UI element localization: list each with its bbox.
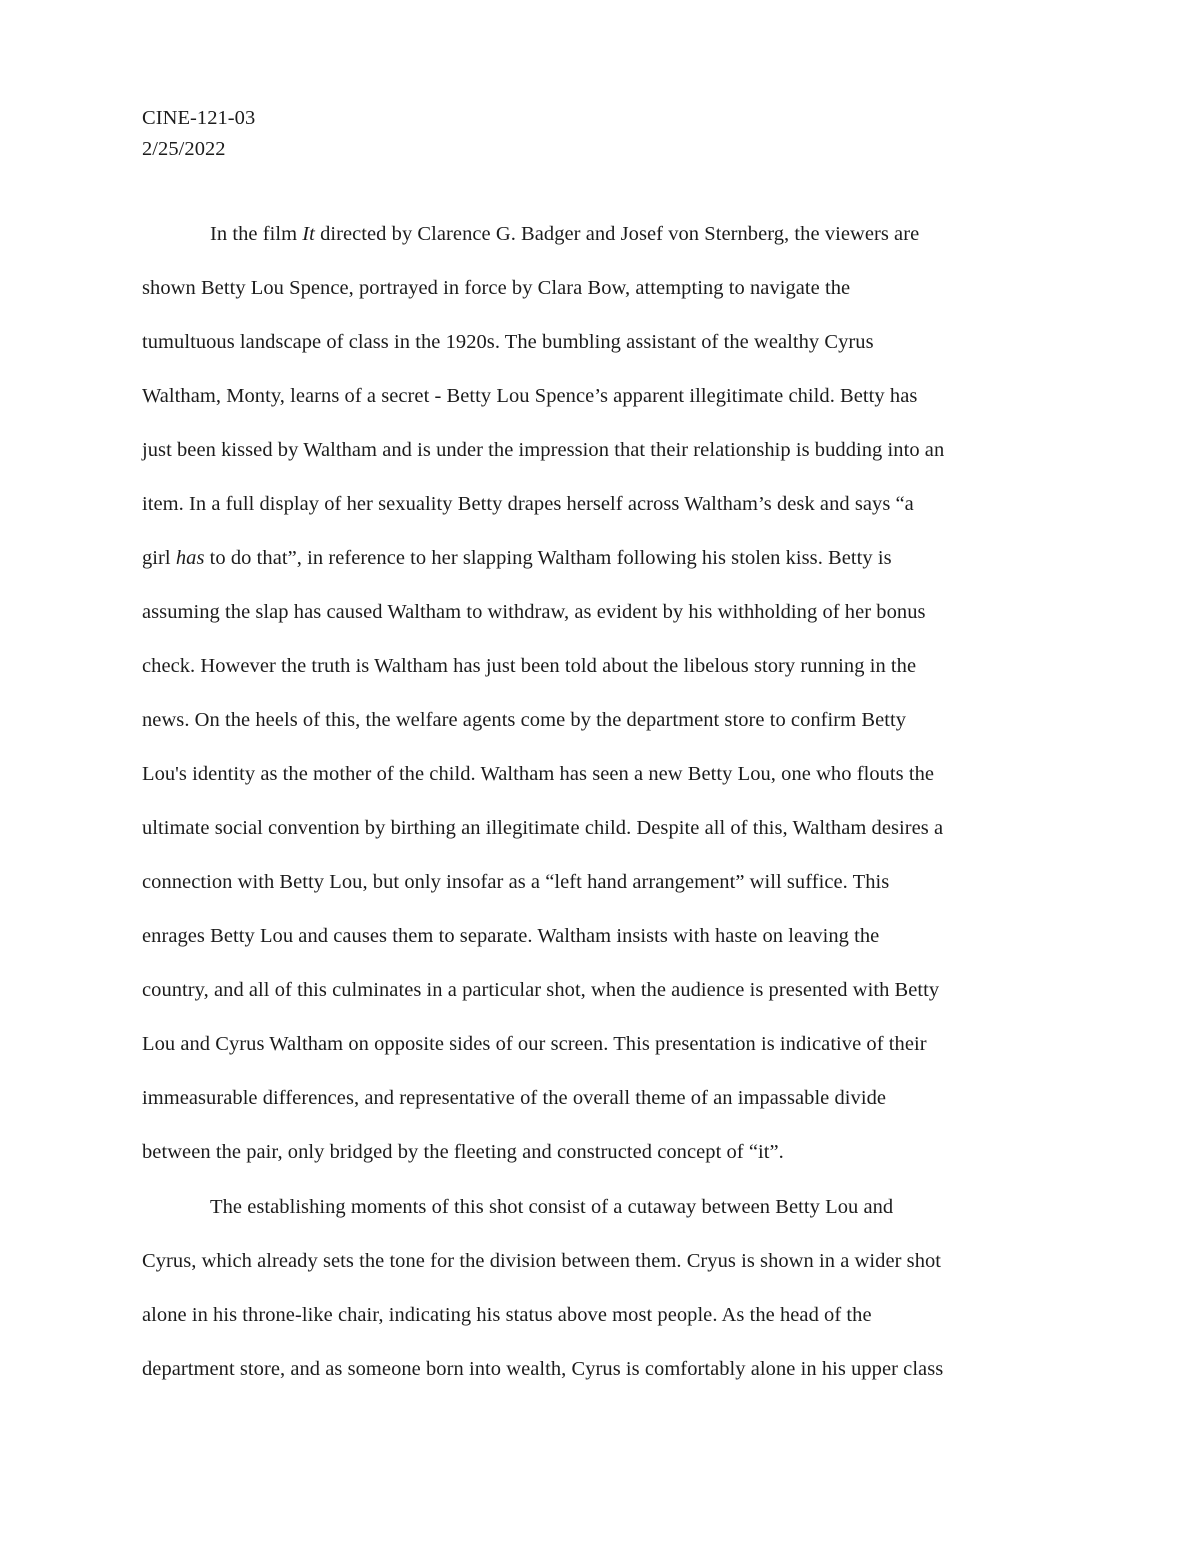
- text-line: [142, 639, 1072, 693]
- text-segment: department store, and as someone born into wealth, Cyrus is comfortably alone in his upper class: [142, 1358, 944, 1380]
- text-segment: enrages Betty Lou and causes them to separate. Waltham insists with haste on leaving the: [142, 925, 880, 947]
- text-segment: The establishing moments of this shot consist of a cutaway between Betty Lou and: [210, 1196, 894, 1218]
- text-line: [142, 1125, 1072, 1179]
- text-segment: connection with Betty Lou, but only insofar as a “left hand arrangement” will suffice. This: [142, 871, 890, 893]
- text-line: [142, 423, 1072, 477]
- text-line: [142, 315, 1072, 369]
- text-line: [142, 747, 1072, 801]
- text-line: [142, 801, 1072, 855]
- italic-text: It: [302, 223, 315, 245]
- text-segment: shown Betty Lou Spence, portrayed in force by Clara Bow, attempting to navigate the: [142, 277, 851, 299]
- text-segment: immeasurable differences, and representative of the overall theme of an impassable divide: [142, 1087, 887, 1109]
- text-segment: Cyrus, which already sets the tone for the division between them. Cryus is shown in a wider shot: [142, 1250, 942, 1272]
- text-line: [142, 261, 1072, 315]
- text-segment: Lou and Cyrus Waltham on opposite sides of our screen. This presentation is indicative of their: [142, 1033, 927, 1055]
- text-line: [142, 1342, 1072, 1396]
- text-segment: check. However the truth is Waltham has just been told about the libelous story running in the: [142, 655, 917, 677]
- text-line: [142, 693, 1072, 747]
- text-segment: between the pair, only bridged by the fleeting and constructed concept of “it”.: [142, 1141, 784, 1163]
- text-segment: just been kissed by Waltham and is under the impression that their relationship is budding into an: [142, 439, 945, 461]
- text-line: [142, 963, 1072, 1017]
- text-line: [142, 855, 1072, 909]
- paragraph-1: [142, 207, 1072, 1179]
- paragraph-2: [142, 1180, 1072, 1396]
- text-line: [142, 1288, 1072, 1342]
- document-header: [142, 103, 1072, 165]
- text-segment: tumultuous landscape of class in the 1920s. The bumbling assistant of the wealthy Cyrus: [142, 331, 874, 353]
- text-segment: country, and all of this culminates in a particular shot, when the audience is presented with Betty: [142, 979, 940, 1001]
- text-segment: In the film: [210, 223, 303, 245]
- text-line: [142, 1071, 1072, 1125]
- text-line: [142, 477, 1072, 531]
- text-segment: girl: [142, 547, 176, 569]
- text-line: [142, 1017, 1072, 1071]
- text-line: [142, 1234, 1072, 1288]
- course-code: CINE-121-03: [142, 107, 256, 129]
- text-line: [142, 369, 1072, 423]
- text-line: [142, 1180, 1072, 1234]
- text-segment: Waltham, Monty, learns of a secret - Betty Lou Spence’s apparent illegitimate child. Betty has: [142, 385, 918, 407]
- text-segment: Lou's identity as the mother of the child. Waltham has seen a new Betty Lou, one who flouts the: [142, 763, 935, 785]
- text-segment: assuming the slap has caused Waltham to withdraw, as evident by his withholding of her bonus: [142, 601, 926, 623]
- text-line: [142, 909, 1072, 963]
- text-line: [142, 207, 1072, 261]
- text-segment: news. On the heels of this, the welfare agents come by the department store to confirm Betty: [142, 709, 907, 731]
- text-segment: item. In a full display of her sexuality Betty drapes herself across Waltham’s desk and says “a: [142, 493, 914, 515]
- text-line: [142, 585, 1072, 639]
- text-segment: alone in his throne-like chair, indicating his status above most people. As the head of the: [142, 1304, 872, 1326]
- text-line: [142, 531, 1072, 585]
- text-segment: ultimate social convention by birthing an illegitimate child. Despite all of this, Waltham desires a: [142, 817, 944, 839]
- italic-text: has: [175, 547, 205, 569]
- text-segment: directed by Clarence G. Badger and Josef von Sternberg, the viewers are: [314, 223, 920, 245]
- document-date: 2/25/2022: [142, 138, 226, 160]
- text-segment: to do that”, in reference to her slapping Waltham following his stolen kiss. Betty is: [204, 547, 892, 569]
